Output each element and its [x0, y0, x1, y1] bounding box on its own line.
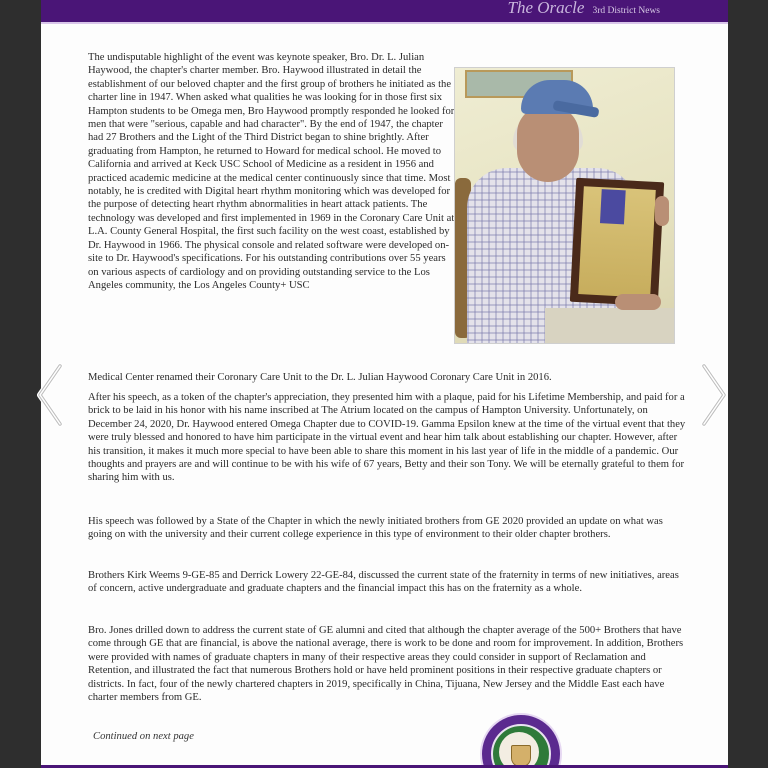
masthead-title: The Oracle [507, 0, 585, 17]
masthead-subtitle: 3rd District News [592, 6, 660, 16]
masthead-title-group [507, 0, 660, 18]
prev-page-button[interactable] [36, 362, 64, 428]
fraternity-seal [480, 713, 562, 768]
article-paragraph-4: Brothers Kirk Weems 9-GE-85 and Derrick Lowery 22-GE-84, discussed the current state of the fraternity in terms of new initiatives, areas of concern, active undergraduate and graduate chapters and the financial impact this has on the fraternity as a whole. [88, 570, 679, 595]
article-paragraph-1-end: Medical Center renamed their Coronary Care Unit to the Dr. L. Julian Haywood Coronary Care Unit in 2016. [88, 372, 552, 383]
newsletter-page [41, 0, 728, 768]
continued-note: Continued on next page [93, 731, 194, 742]
article-paragraph-3: His speech was followed by a State of the Chapter in which the newly initiated brothers from GE 2020 provided an update on what was going on with the university and their current college experience in this type of environment to their older chapter brothers. [88, 516, 663, 541]
article-paragraph-5: Bro. Jones drilled down to address the current state of GE alumni and cited that although the chapter average of the 500+ Brothers that have come through GE that are financial, is above the national average, there is work to be done and room for improvement. In addition, Brothers were provided with names of graduate chapters in many of their respective areas they could consider in support of Reclamation and Retention, and illustrated the fact that numerous Brothers hold or have held prominent positions in their respective graduate chapters or districts. In fact, four of the newly chartered chapters in 2019, specifically in China, Tijuana, New Jersey and the Middle East each have charter members from GE. [88, 625, 684, 704]
masthead [41, 0, 728, 24]
chevron-right-icon [700, 362, 728, 428]
photo-haywood-with-plaque [454, 67, 675, 344]
next-page-button[interactable] [700, 362, 728, 428]
article-paragraph-2: After his speech, as a token of the chapter's appreciation, they presented him with a plaque, paid for his Lifetime Membership, and paid for a brick to be laid in his honor with his name inscribed at The Atrium located on the campus of Hampton University. Unfortunately, on December 24, 2020, Dr. Haywood entered Omega Chapter due to COVID-19. Gamma Epsilon knew at the time of the virtual event that they were truly blessed and honored to have him participate in the virtual event and hear him talk about establishing our chapter. However, after his transition, it makes it much more special to have been able to share this moment in his last year of life in the middle of a pandemic. Our thoughts and prayers are and will continue to be with his wife of 67 years, Betty and their son Tony. We will be eternally grateful to them for sharing him with us. [88, 392, 686, 484]
chevron-left-icon [36, 362, 64, 428]
article-paragraph-1: The undisputable highlight of the event was keynote speaker, Bro. Dr. L. Julian Haywood, the chapter's charter member. Bro. Haywood illustrated in detail the establishment of our beloved chapter and the first group of brothers he initiated as the charter line in 1947. When asked what qualities he was looking for in those first six Hampton students to be Omega men, Bro Haywood promptly responded he looked for men that were "serious, capable and had character". By the end of 1947, the chapter had 27 Brothers and the Light of the Third District began to shine brightly. After graduating from Hampton, he returned to Howard for medical school. He moved to California and arrived at Keck USC School of Medicine as a resident in 1956 and practiced academic medicine at the medical center continuously since that time. Most notably, he is credited with Digital heart rhythm monitoring which was developed for the purpose of detecting heart rhythm abnormalities in heart attack patients. The technology was developed and first implemented in 1969 in the Coronary Care Unit at L.A. County General Hospital, the first such facility on the west coast, established by Dr. Haywood in 1966. The physical console and related software were developed on-site to Dr. Haywood's specifications. For his outstanding contributions over 55 years on various aspects of cardiology and on providing outstanding service to the Los Angeles community, the Los Angeles County+ USC [88, 52, 455, 291]
shield-icon [511, 745, 531, 767]
plaque [570, 178, 664, 306]
